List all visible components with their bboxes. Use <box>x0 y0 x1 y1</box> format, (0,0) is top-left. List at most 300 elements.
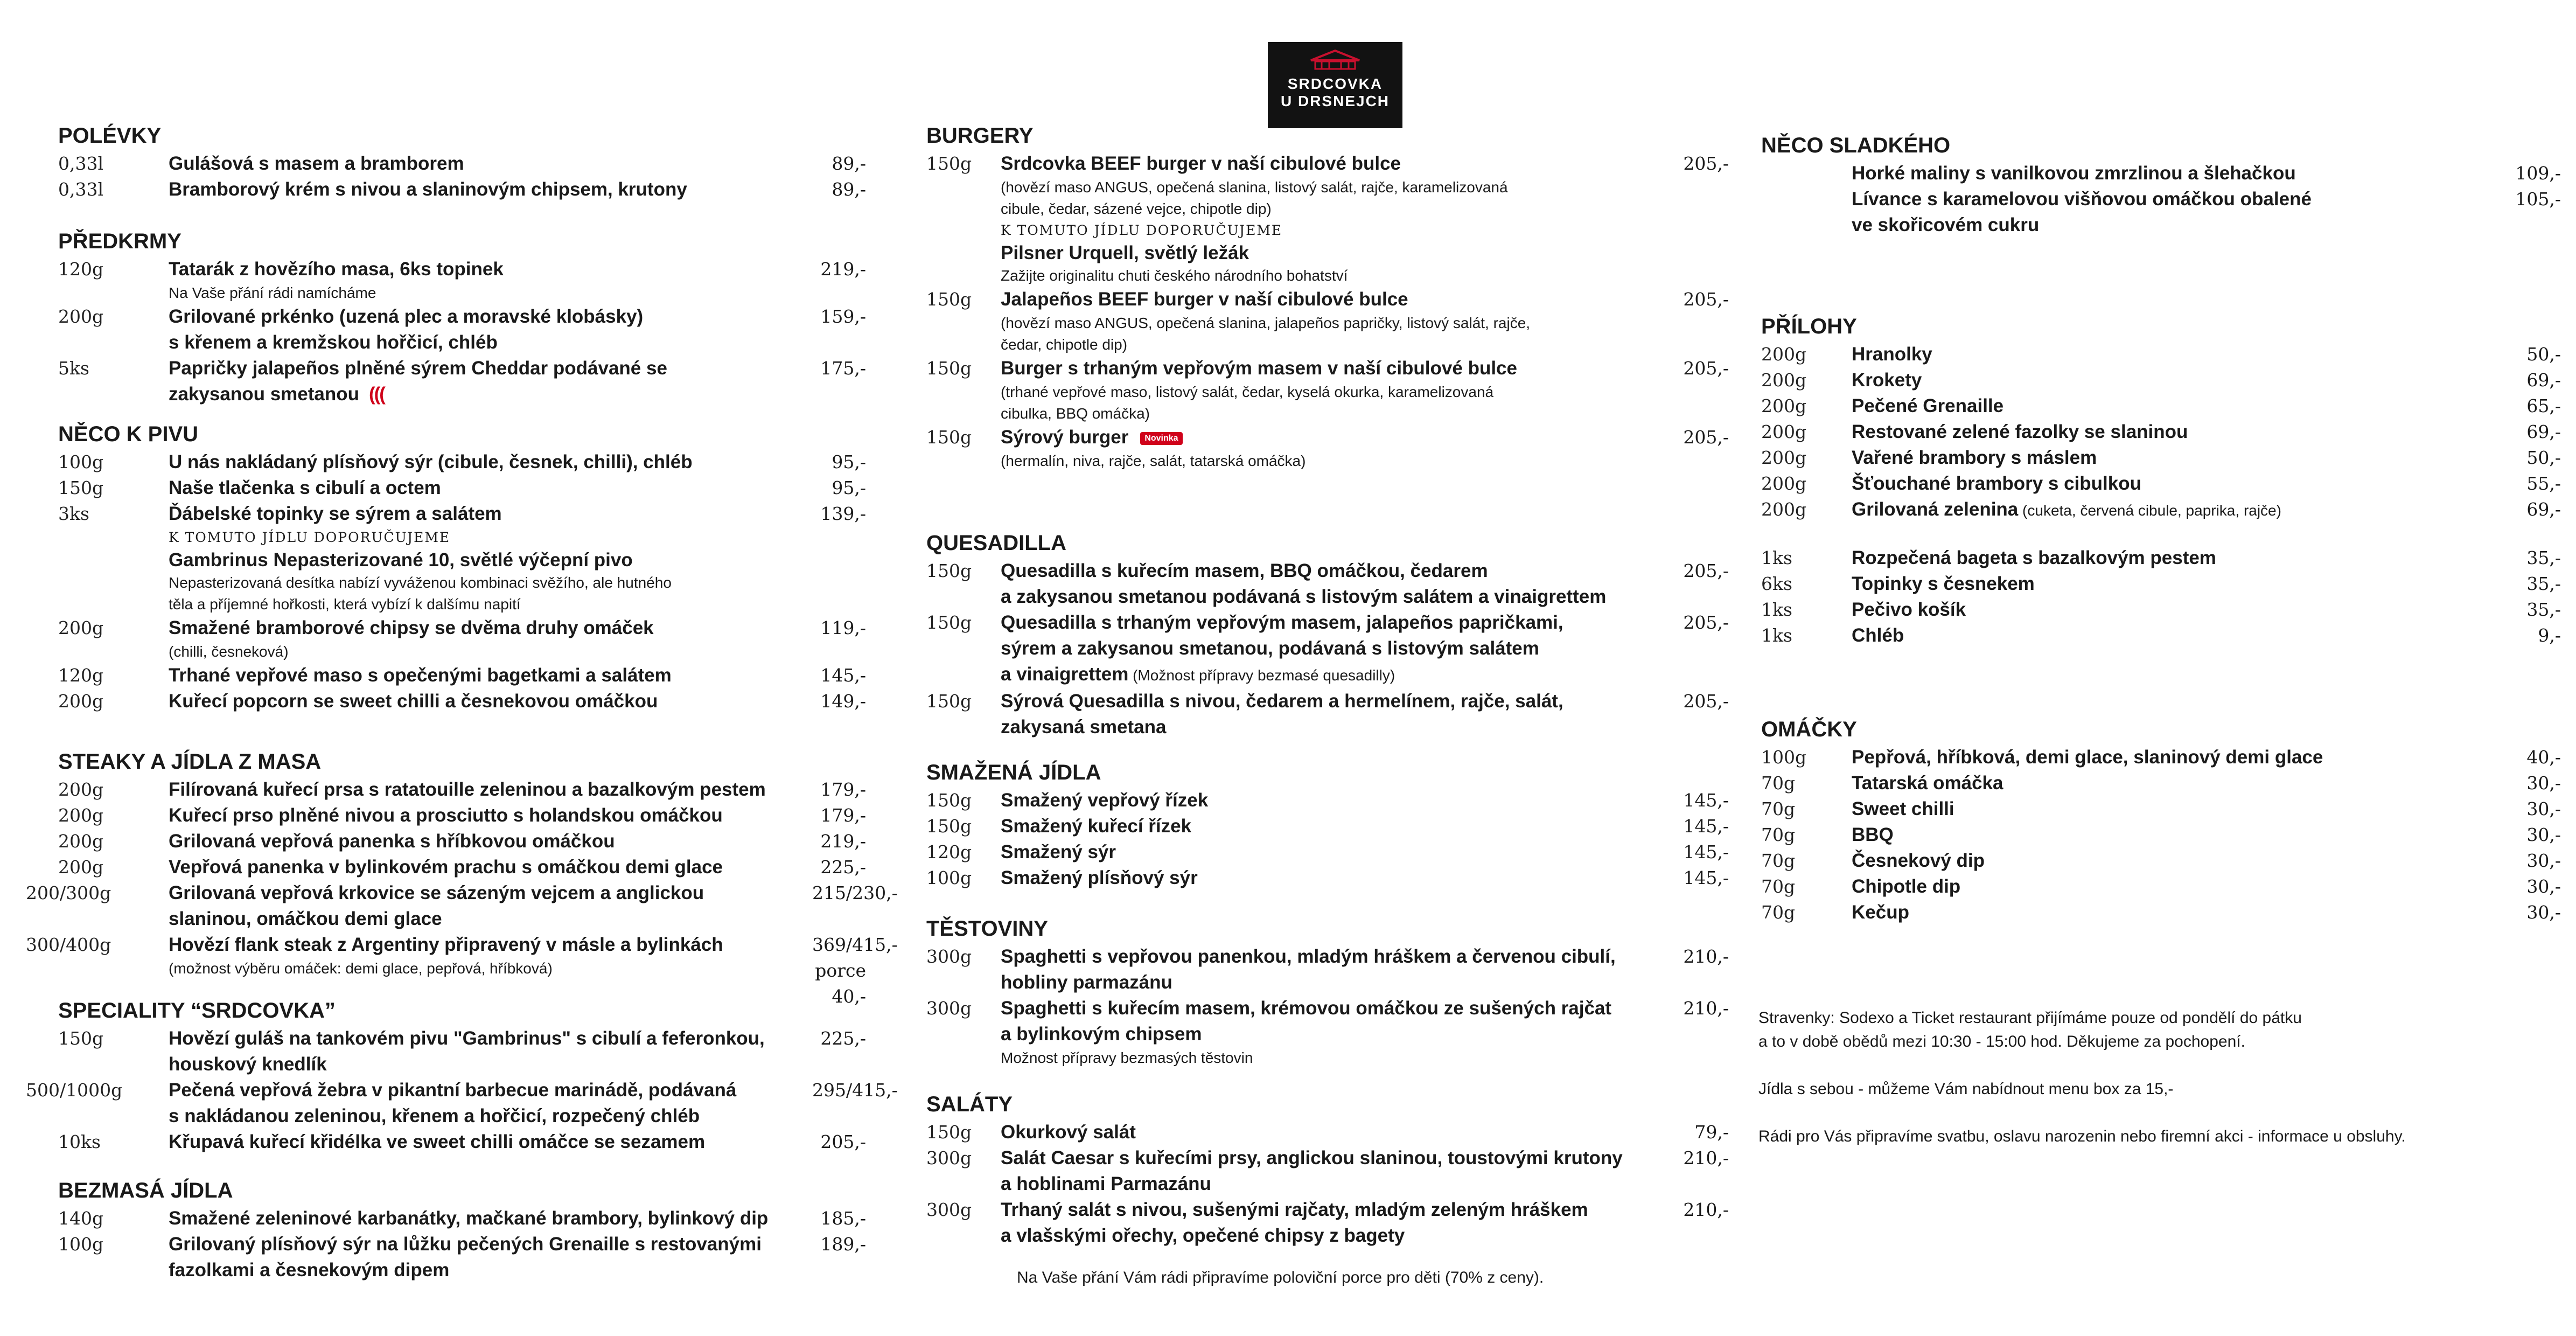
menu-item[interactable] <box>1761 186 2561 238</box>
new-badge: Novinka <box>1140 432 1182 445</box>
menu-item[interactable] <box>1761 623 2561 649</box>
item-price: 79,- <box>1694 1122 1729 1143</box>
item-name <box>169 777 812 803</box>
item-quantity: 70g <box>1761 850 1796 871</box>
item-price: 105,- <box>2515 189 2561 210</box>
item-quantity: 140g <box>58 1208 104 1229</box>
menu-item[interactable] <box>26 1077 898 1129</box>
item-quantity: 70g <box>1761 902 1796 923</box>
item-quantity: 70g <box>1761 824 1796 845</box>
item-name-text: Rozpečená bageta s bazalkovým pestem <box>1852 547 2216 568</box>
item-name-text: Grilované prkénko (uzená plec a moravské klobásky) s křenem a kremžskou hořčicí, chléb <box>169 306 644 353</box>
menu-item[interactable] <box>26 177 866 203</box>
recommendation-heading: K TOMUTO JÍDLU DOPORUČUJEME <box>1001 222 1283 238</box>
item-price: 145,- <box>1683 841 1729 862</box>
menu-item[interactable] <box>1761 545 2561 571</box>
item-name-text: Papričky jalapeños plněné sýrem Cheddar podávané se zakysanou smetanou <box>169 358 667 405</box>
logo-line-2: U DRSNEJCH <box>1280 93 1390 109</box>
menu-section <box>910 1091 1729 1249</box>
item-note: (Možnost přípravy bezmasé quesadilly) <box>1128 667 1395 684</box>
item-quantity: 200/300g <box>26 882 111 903</box>
menu-item[interactable] <box>26 1026 866 1077</box>
item-price: 205,- <box>1683 612 1729 633</box>
item-price: 55,- <box>2526 473 2561 494</box>
menu-item[interactable] <box>1761 367 2561 393</box>
item-price: 9,- <box>2538 625 2561 646</box>
item-name <box>1852 848 2496 874</box>
menu-item[interactable] <box>910 558 1729 610</box>
menu-item[interactable] <box>1761 597 2561 623</box>
menu-item[interactable] <box>26 501 866 615</box>
menu-item[interactable] <box>910 788 1729 813</box>
menu-item[interactable] <box>26 1231 866 1283</box>
item-price: 35,- <box>2526 573 2561 594</box>
item-quantity: 200g <box>1761 447 1807 468</box>
item-quantity: 500/1000g <box>26 1080 123 1101</box>
item-quantity: 200g <box>1761 344 1807 365</box>
item-name <box>1852 471 2496 497</box>
menu-item[interactable] <box>1761 770 2561 796</box>
item-quantity: 200g <box>1761 395 1807 416</box>
item-name <box>169 932 812 979</box>
menu-item[interactable] <box>910 839 1729 865</box>
item-name-text: Sýrová Quesadilla s nivou, čedarem a hermelínem, rajče, salát, zakysaná smetana <box>1001 691 1563 737</box>
item-name-text: Srdcovka BEEF burger v naší cibulové bulce <box>1001 153 1401 174</box>
item-name-text: Grilovaný plísňový sýr na lůžku pečených Grenaille s restovanými fazolkami a česnekovým dipem <box>169 1234 762 1281</box>
item-price: 210,- <box>1683 1199 1729 1220</box>
item-quantity: 200g <box>58 617 104 638</box>
item-name-text: Smažený plísňový sýr <box>1001 867 1198 888</box>
menu-item[interactable] <box>26 777 866 803</box>
item-name-text: Pečivo košík <box>1852 599 1966 620</box>
menu-item[interactable] <box>1761 497 2561 524</box>
item-name-text: Hovězí flank steak z Argentiny připravený v másle a bylinkách <box>169 934 723 955</box>
menu-section <box>26 749 898 1010</box>
item-name-text: Kuřecí prso plněné nivou a prosciutto s holandskou omáčkou <box>169 805 723 826</box>
item-name <box>169 475 812 501</box>
item-description: (trhané vepřové maso, listový salát, čedar, kyselá okurka, karamelizovaná cibulka, BBQ omáčka) <box>1001 384 1494 422</box>
item-price: 205,- <box>1683 691 1729 712</box>
item-quantity: 200g <box>1761 370 1807 391</box>
item-price: 369/415,- porce 40,- <box>812 934 898 1007</box>
item-name <box>1852 822 2496 848</box>
menu-item[interactable] <box>1761 571 2561 597</box>
item-name-text: Spaghetti s vepřovou panenkou, mladým hráškem a červenou cibulí, hobliny parmazánu <box>1001 946 1616 993</box>
item-name <box>169 177 812 203</box>
menu-item[interactable] <box>26 880 898 932</box>
item-price: 65,- <box>2526 395 2561 416</box>
item-name <box>1852 186 2496 238</box>
item-name <box>1852 623 2496 649</box>
menu-item[interactable] <box>1761 744 2561 770</box>
item-quantity: 200g <box>58 831 104 852</box>
menu-item[interactable] <box>910 356 1729 425</box>
item-price: 95,- <box>832 477 866 498</box>
item-name <box>169 256 812 304</box>
menu-section <box>910 530 1729 740</box>
item-name <box>169 615 812 663</box>
menu-item[interactable] <box>910 425 1729 472</box>
item-name-text: Jalapeños BEEF burger v naší cibulové bulce <box>1001 289 1408 310</box>
item-price: 295/415,- <box>812 1080 898 1101</box>
menu-item[interactable] <box>26 829 866 854</box>
item-name <box>169 829 812 854</box>
item-name-text: Ďábelské topinky se sýrem a salátem <box>169 503 502 524</box>
item-quantity: 1ks <box>1761 625 1792 646</box>
item-name-text: Grilovaná vepřová krkovice se sázeným vejcem a anglickou slaninou, omáčkou demi glace <box>169 882 704 929</box>
item-name <box>1852 367 2496 393</box>
item-price: 145,- <box>1683 867 1729 888</box>
item-price: 205,- <box>1683 153 1729 174</box>
menu-item[interactable] <box>910 151 1729 287</box>
item-name <box>169 1129 812 1155</box>
item-price: 219,- <box>820 831 866 852</box>
menu-section <box>1761 716 2561 926</box>
menu-section <box>26 998 898 1155</box>
item-quantity: 150g <box>58 477 104 498</box>
item-name <box>1001 287 1653 356</box>
menu-item[interactable] <box>910 944 1729 996</box>
item-quantity: 150g <box>926 427 972 448</box>
item-quantity: 100g <box>58 1234 104 1255</box>
house-roof-icon <box>1306 48 1365 72</box>
item-price: 30,- <box>2526 798 2561 819</box>
item-quantity: 100g <box>1761 747 1807 768</box>
info-notes <box>1758 1006 2556 1172</box>
menu-section <box>26 1178 866 1283</box>
menu-item[interactable] <box>26 803 866 829</box>
item-price: 40,- <box>2526 747 2561 768</box>
menu-section <box>910 123 1729 472</box>
item-name <box>1852 571 2496 597</box>
item-name <box>1852 545 2496 571</box>
item-name <box>1001 1197 1653 1249</box>
menu-item[interactable] <box>1761 900 2561 926</box>
item-quantity: 100g <box>926 867 972 888</box>
item-name <box>1001 788 1653 813</box>
item-name <box>1001 839 1653 865</box>
menu-item[interactable] <box>1761 822 2561 848</box>
children-portion-note: Na Vaše přání Vám rádi připravíme poloviční porce pro děti (70% z ceny). <box>1017 1269 1544 1286</box>
menu-item[interactable] <box>910 610 1729 688</box>
item-name <box>1852 744 2496 770</box>
menu-item[interactable] <box>26 449 866 475</box>
item-name-text: Topinky s česnekem <box>1852 573 2035 594</box>
item-name <box>1852 342 2496 367</box>
item-quantity: 150g <box>926 153 972 174</box>
item-name-text: Smažené zeleninové karbanátky, mačkané brambory, bylinkový dip <box>169 1208 769 1229</box>
item-name-text: Kuřecí popcorn se sweet chilli a česnekovou omáčkou <box>169 691 658 712</box>
item-price: 205,- <box>820 1131 866 1152</box>
section-title: SPECIALITY “SRDCOVKA” <box>58 999 336 1022</box>
item-price: 189,- <box>820 1234 866 1255</box>
item-name-text: Naše tlačenka s cibulí a octem <box>169 477 441 498</box>
item-name-text: Tatarská omáčka <box>1852 773 2003 794</box>
item-name <box>1001 944 1653 996</box>
item-price: 69,- <box>2526 421 2561 442</box>
item-name-text: Salát Caesar s kuřecími prsy, anglickou slaninou, toustovými krutony a hoblinami Parmazánu <box>1001 1147 1623 1194</box>
item-price: 145,- <box>1683 790 1729 811</box>
item-price: 89,- <box>832 153 866 174</box>
item-name <box>169 803 812 829</box>
item-price: 205,- <box>1683 289 1729 310</box>
item-price: 225,- <box>820 1028 866 1049</box>
item-price: 175,- <box>820 358 866 379</box>
item-quantity: 150g <box>926 790 972 811</box>
item-name <box>1001 151 1653 287</box>
item-price: 30,- <box>2526 876 2561 897</box>
item-name <box>169 501 812 615</box>
item-price: 219,- <box>820 259 866 280</box>
section-title: PŘEDKRMY <box>58 229 181 253</box>
item-name <box>1852 419 2496 445</box>
section-title: POLÉVKY <box>58 124 162 148</box>
section-title: NĚCO K PIVU <box>58 422 199 446</box>
item-name-text: Lívance s karamelovou višňovou omáčkou obalené ve skořicovém cukru <box>1852 189 2312 235</box>
menu-item[interactable] <box>1761 342 2561 367</box>
item-name-text: Sweet chilli <box>1852 798 1954 819</box>
item-description: (možnost výběru omáček: demi glace, pepřová, hříbková) <box>169 960 553 977</box>
item-name <box>1852 770 2496 796</box>
menu-item[interactable] <box>26 356 866 407</box>
menu-item[interactable] <box>26 1129 866 1155</box>
item-price: 205,- <box>1683 560 1729 581</box>
section-title: SALÁTY <box>926 1093 1013 1116</box>
item-name <box>169 880 812 932</box>
section-title: PŘÍLOHY <box>1761 315 1857 338</box>
menu-item[interactable] <box>26 615 866 663</box>
menu-item[interactable] <box>1761 874 2561 900</box>
item-name <box>1001 996 1653 1069</box>
menu-section <box>26 123 866 203</box>
item-quantity: 150g <box>58 1028 104 1049</box>
item-name <box>1852 445 2496 471</box>
item-price: 95,- <box>832 451 866 472</box>
info-note: Rádi pro Vás připravíme svatbu, oslavu narozenin nebo firemní akci - informace u obsluhy. <box>1758 1128 2406 1145</box>
menu-item[interactable] <box>910 1119 1729 1145</box>
item-quantity: 0,33l <box>58 153 104 174</box>
item-quantity: 200g <box>1761 473 1807 494</box>
item-quantity: 200g <box>58 779 104 800</box>
menu-section <box>1761 133 2561 238</box>
recommended-beer-description: Zažijte originalitu chuti českého národního bohatství <box>1001 267 1348 284</box>
item-name-text: Česnekový dip <box>1852 850 1985 871</box>
item-quantity: 200g <box>58 857 104 878</box>
item-name <box>1001 558 1653 610</box>
item-quantity: 150g <box>926 289 972 310</box>
menu-item[interactable] <box>910 1145 1729 1197</box>
item-price: 185,- <box>820 1208 866 1229</box>
item-price: 35,- <box>2526 599 2561 620</box>
item-name <box>169 304 812 356</box>
menu-item[interactable] <box>1761 161 2561 186</box>
item-name-text: Filírovaná kuřecí prsa s ratatouille zeleninou a bazalkovým pestem <box>169 779 766 800</box>
menu-item[interactable] <box>1761 393 2561 419</box>
item-price: 179,- <box>820 779 866 800</box>
item-quantity: 150g <box>926 816 972 837</box>
item-quantity: 300g <box>926 998 972 1019</box>
item-name <box>169 1231 812 1283</box>
menu-item[interactable] <box>26 688 866 714</box>
item-name-text: Horké maliny s vanilkovou zmrzlinou a šlehačkou <box>1852 163 2296 184</box>
item-name-text: Pepřová, hříbková, demi glace, slaninový demi glace <box>1852 747 2323 768</box>
item-description: (chilli, česneková) <box>169 643 289 660</box>
item-quantity: 300g <box>926 1199 972 1220</box>
menu-item[interactable] <box>1761 445 2561 471</box>
item-name-text: Grilovaná vepřová panenka s hříbkovou omáčkou <box>169 831 615 852</box>
item-quantity: 150g <box>926 560 972 581</box>
item-price: 210,- <box>1683 998 1729 1019</box>
menu-item[interactable] <box>26 151 866 177</box>
item-name-text: Quesadilla s kuřecím masem, BBQ omáčkou, čedarem a zakysanou smetanou podávaná s listovým salátem a vinaigrettem <box>1001 560 1607 607</box>
menu-item[interactable] <box>26 256 866 304</box>
item-price: 215/230,- <box>812 882 898 903</box>
item-quantity: 100g <box>58 451 104 472</box>
item-price: 30,- <box>2526 850 2561 871</box>
item-price: 89,- <box>832 179 866 200</box>
menu-section <box>26 228 866 407</box>
item-price: 109,- <box>2515 163 2561 184</box>
item-price: 69,- <box>2526 499 2561 520</box>
item-note: (cuketa, červená cibule, paprika, rajče) <box>2018 502 2281 519</box>
item-name <box>1001 610 1653 688</box>
item-name-text: Smažený vepřový řízek <box>1001 790 1209 811</box>
menu-section <box>26 421 866 714</box>
menu-item[interactable] <box>1761 419 2561 445</box>
item-name-text: Krokety <box>1852 370 1922 391</box>
item-quantity: 10ks <box>58 1131 101 1152</box>
item-name-text: Tatarák z hovězího masa, 6ks topinek <box>169 259 504 280</box>
section-title: BEZMASÁ JÍDLA <box>58 1179 233 1202</box>
item-name-text: Trhaný salát s nivou, sušenými rajčaty, mladým zeleným hráškem a vlašskými ořechy, opečené chipsy z bagety <box>1001 1199 1588 1246</box>
item-quantity: 1ks <box>1761 599 1792 620</box>
item-name-text: Chléb <box>1852 625 1904 646</box>
item-price: 210,- <box>1683 1147 1729 1168</box>
item-name <box>169 688 812 714</box>
recommended-beer-description: Nepasterizovaná desítka nabízí vyváženou kombinaci svěžího, ale hutného těla a příjemné hořkosti, která vybízí k dalšímu napití <box>169 574 672 613</box>
menu-item[interactable] <box>910 813 1729 839</box>
logo-line-1: SRDCOVKA <box>1287 75 1383 92</box>
item-name <box>1852 161 2496 186</box>
recommended-beer: Gambrinus Nepasterizované 10, světlé výčepní pivo <box>169 549 633 570</box>
item-name-text: Smažený sýr <box>1001 841 1116 862</box>
item-quantity: 150g <box>926 358 972 379</box>
item-name-text: Křupavá kuřecí křidélka ve sweet chilli omáčce se sezamem <box>169 1131 706 1152</box>
section-title: QUESADILLA <box>926 531 1066 555</box>
item-price: 119,- <box>820 617 866 638</box>
item-quantity: 150g <box>926 1122 972 1143</box>
section-title: NĚCO SLADKÉHO <box>1761 134 1951 157</box>
item-quantity: 200g <box>58 306 104 327</box>
item-price: 50,- <box>2526 447 2561 468</box>
item-quantity: 300/400g <box>26 934 111 955</box>
item-price: 205,- <box>1683 427 1729 448</box>
item-name <box>169 1026 812 1077</box>
menu-section <box>1761 314 2561 649</box>
item-name <box>1852 874 2496 900</box>
item-name <box>169 1077 812 1129</box>
section-title: STEAKY A JÍDLA Z MASA <box>58 750 322 774</box>
item-price: 35,- <box>2526 547 2561 568</box>
item-description: (hovězí maso ANGUS, opečená slanina, listový salát, rajče, karamelizovaná cibule, čedar, sázené vejce, chipotle dip) <box>1001 179 1508 217</box>
item-price: 69,- <box>2526 370 2561 391</box>
item-name <box>169 449 812 475</box>
menu-item[interactable] <box>910 996 1729 1069</box>
item-name <box>1001 425 1653 472</box>
menu-item[interactable] <box>910 287 1729 356</box>
item-quantity: 3ks <box>58 503 89 524</box>
item-name-text: Chipotle dip <box>1852 876 1961 897</box>
item-name-text: Bramborový krém s nivou a slaninovým chipsem, krutony <box>169 179 687 200</box>
item-name <box>169 356 812 407</box>
item-name-text: Vařené brambory s máslem <box>1852 447 2097 468</box>
menu-item[interactable] <box>1761 471 2561 497</box>
item-name-text: Burger s trhaným vepřovým masem v naší cibulové bulce <box>1001 358 1517 379</box>
item-name-text: Spaghetti s kuřecím masem, krémovou omáčkou ze sušených rajčat a bylinkovým chipsem <box>1001 998 1612 1045</box>
menu-item[interactable] <box>26 663 866 688</box>
item-description: Možnost přípravy bezmasých těstovin <box>1001 1049 1253 1066</box>
item-name-text: Hovězí guláš na tankovém pivu "Gambrinus" s cibulí a feferonkou, houskový knedlík <box>169 1028 765 1075</box>
item-name <box>1852 393 2496 419</box>
menu-item[interactable] <box>26 854 866 880</box>
section-title: SMAŽENÁ JÍDLA <box>926 761 1101 784</box>
restaurant-logo <box>1268 42 1402 128</box>
menu-item[interactable] <box>26 475 866 501</box>
item-price: 179,- <box>820 805 866 826</box>
item-quantity: 70g <box>1761 876 1796 897</box>
item-name <box>169 854 812 880</box>
item-quantity: 70g <box>1761 798 1796 819</box>
item-price: 30,- <box>2526 824 2561 845</box>
item-name <box>1852 796 2496 822</box>
item-name-text: Šťouchané brambory s cibulkou <box>1852 473 2141 494</box>
info-note: Stravenky: Sodexo a Ticket restaurant přijímáme pouze od pondělí do pátku a to v době obědů mezi 10:30 - 15:00 hod. Děkujeme za pochopení. <box>1758 1009 2302 1050</box>
menu-item[interactable] <box>910 1197 1729 1249</box>
item-price: 30,- <box>2526 773 2561 794</box>
item-price: 145,- <box>820 665 866 686</box>
menu-item[interactable] <box>26 1206 866 1231</box>
item-name <box>169 151 812 177</box>
menu-item[interactable] <box>1761 796 2561 822</box>
menu-item[interactable] <box>26 304 866 356</box>
menu-item[interactable] <box>1761 848 2561 874</box>
item-name <box>1852 597 2496 623</box>
item-name-text: Grilovaná zelenina <box>1852 499 2019 520</box>
item-quantity: 200g <box>58 805 104 826</box>
item-quantity: 5ks <box>58 358 89 379</box>
item-price: 145,- <box>1683 816 1729 837</box>
item-price: 225,- <box>820 857 866 878</box>
section-title: BURGERY <box>926 124 1034 148</box>
item-name-text: Hranolky <box>1852 344 1932 365</box>
item-quantity: 120g <box>926 841 972 862</box>
item-quantity: 6ks <box>1761 573 1792 594</box>
menu-item[interactable] <box>910 688 1729 740</box>
item-description: Na Vaše přání rádi namícháme <box>169 284 376 301</box>
item-name-text: Smažené bramborové chipsy se dvěma druhy omáček <box>169 617 654 638</box>
item-name-text: Okurkový salát <box>1001 1122 1136 1143</box>
item-description: (hovězí maso ANGUS, opečená slanina, jalapeños papričky, listový salát, rajče, čedar, chipotle dip) <box>1001 315 1531 353</box>
item-quantity: 70g <box>1761 773 1796 794</box>
menu-section <box>910 760 1729 891</box>
item-name-text: Vepřová panenka v bylinkovém prachu s omáčkou demi glace <box>169 857 723 878</box>
menu-item[interactable] <box>910 865 1729 891</box>
item-price: 139,- <box>820 503 866 524</box>
item-quantity: 200g <box>1761 421 1807 442</box>
menu-section <box>910 916 1729 1069</box>
recommended-beer: Pilsner Urquell, světlý ležák <box>1001 242 1249 263</box>
section-title: TĚSTOVINY <box>926 917 1048 941</box>
